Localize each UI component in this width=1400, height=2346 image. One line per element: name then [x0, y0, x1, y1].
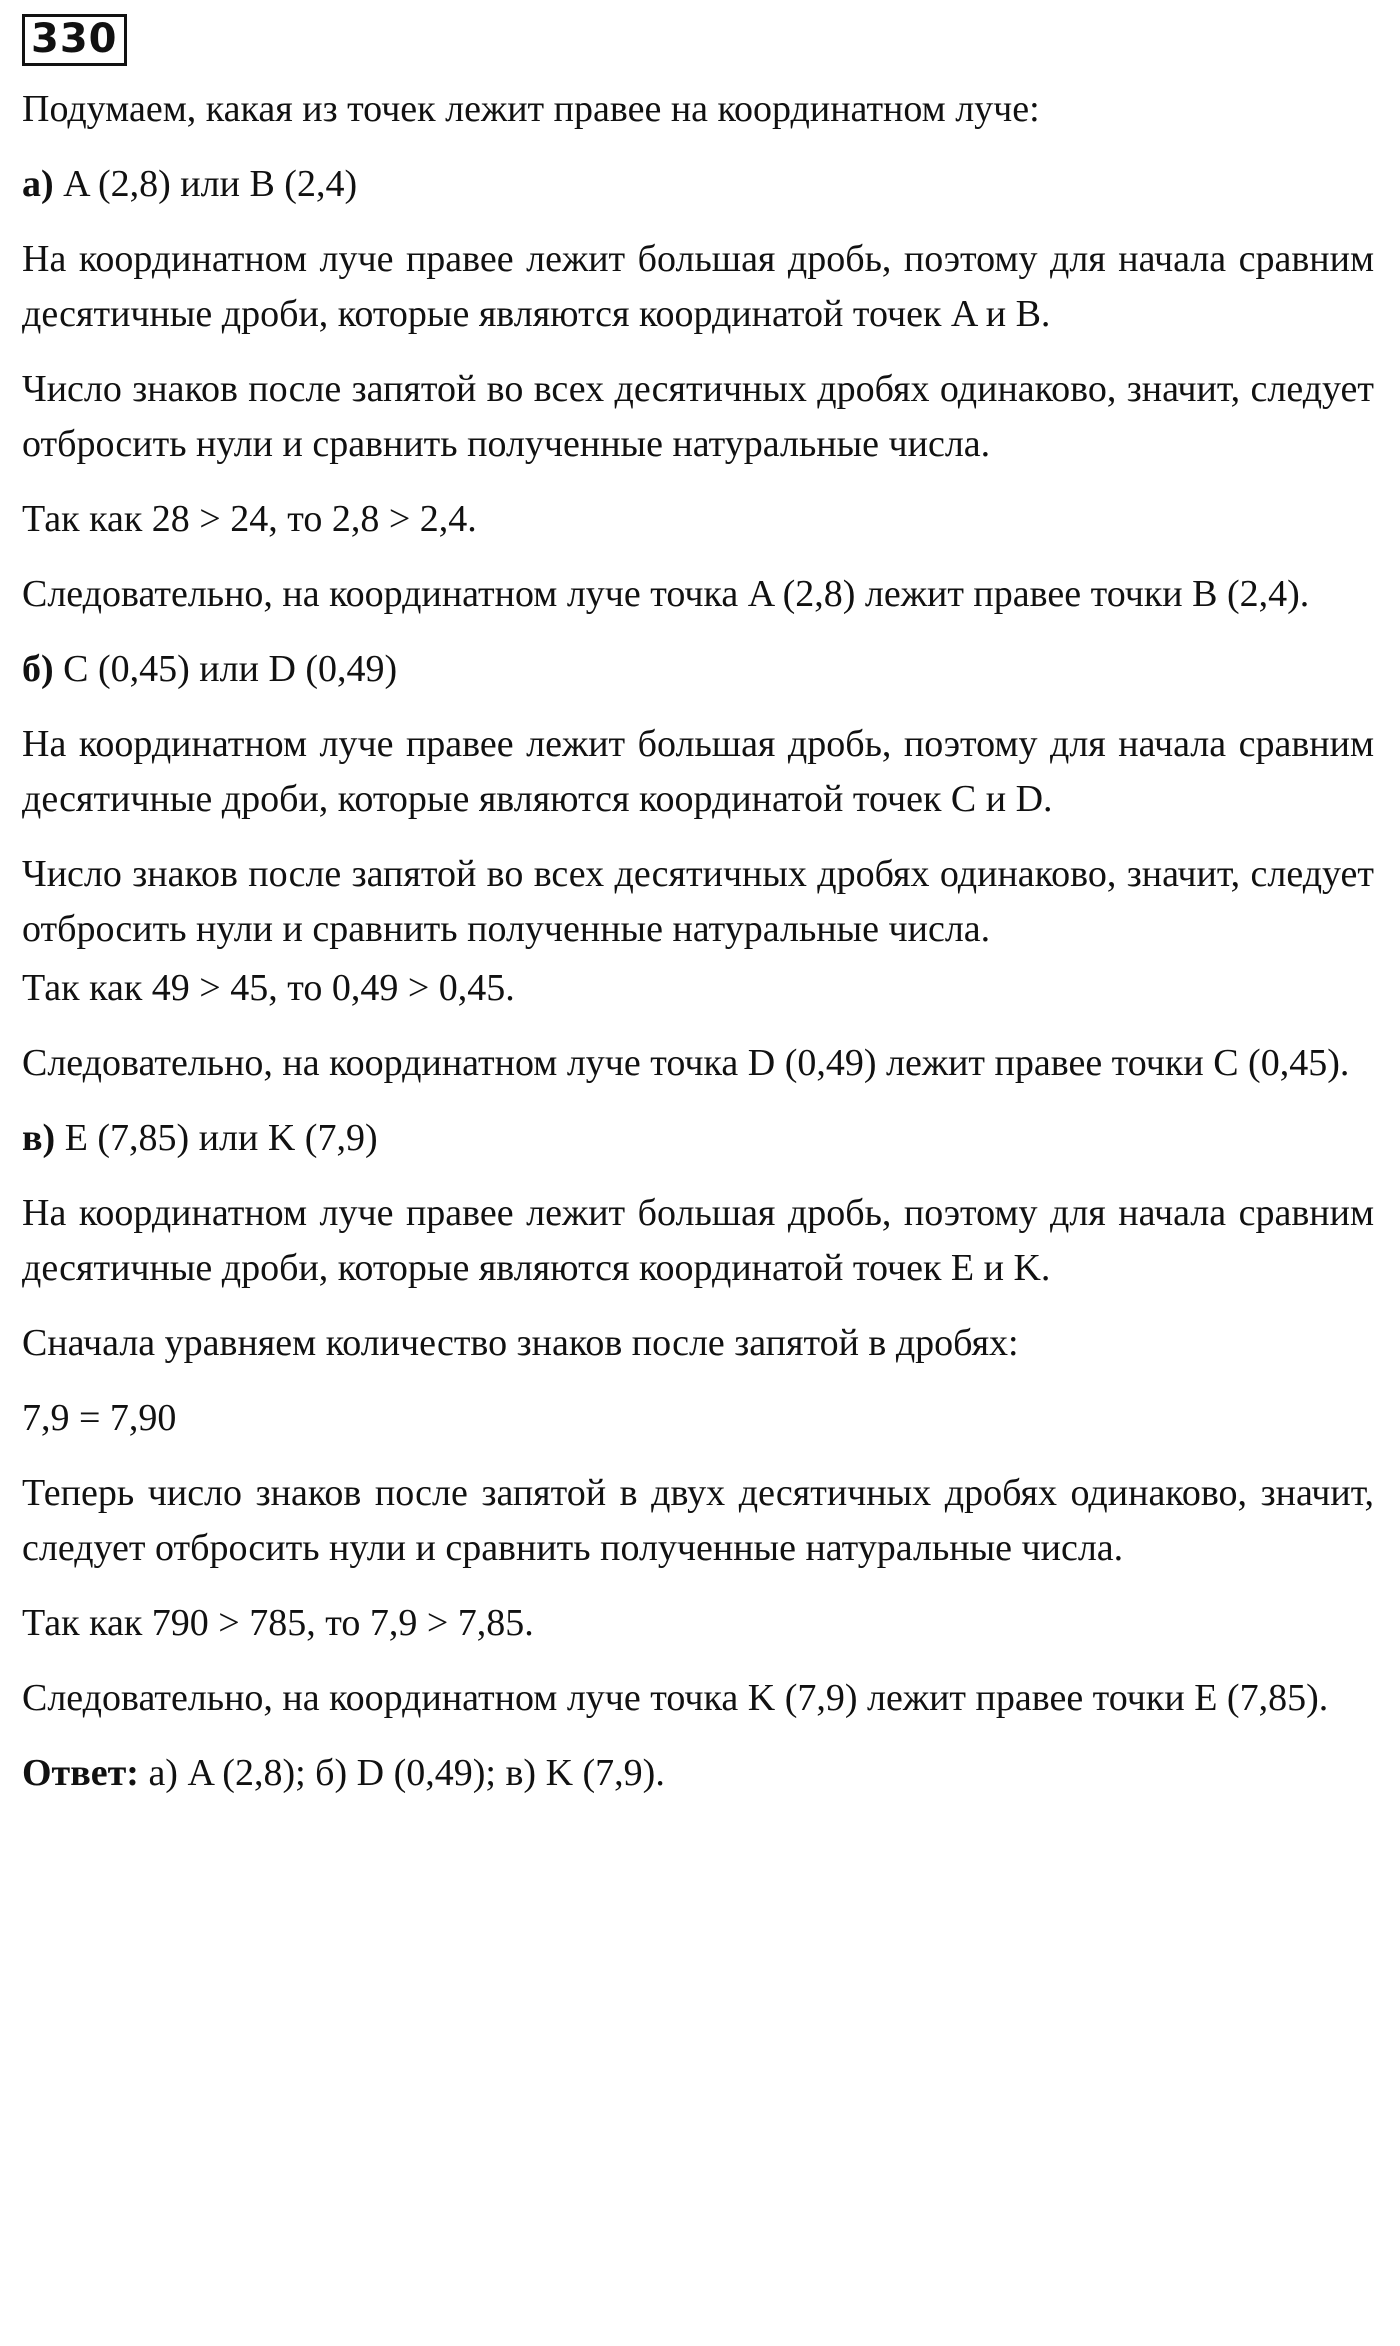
part-c-paragraph-3: 7,9 = 7,90 [22, 1397, 177, 1439]
part-c-paragraph-4: Теперь число знаков после запятой в двух десятичных дробях одинаково, значит, следует отбросить нули и сравнить полученные натуральные числа. [22, 1472, 1374, 1569]
part-a-heading-text: A (2,8) или B (2,4) [53, 163, 358, 205]
part-b-heading [22, 642, 1374, 697]
part-a-paragraph-1: На координатном луче правее лежит большая дробь, поэтому для начала сравним десятичные дроби, которые являются координатой точек A и B. [22, 238, 1374, 335]
answer-text: а) A (2,8); б) D (0,49); в) K (7,9). [138, 1752, 665, 1794]
part-c-paragraph-5: Так как 790 > 785, то 7,9 > 7,85. [22, 1602, 534, 1644]
part-b-paragraph-3: Так как 49 > 45, то 0,49 > 0,45. [22, 967, 515, 1009]
part-a-paragraph-4: Следовательно, на координатном луче точка A (2,8) лежит правее точки B (2,4). [22, 573, 1310, 615]
part-c-label: в) [22, 1117, 56, 1159]
part-b-paragraph-1: На координатном луче правее лежит большая дробь, поэтому для начала сравним десятичные дроби, которые являются координатой точек C и D. [22, 723, 1374, 820]
part-c-heading [22, 1111, 1374, 1166]
intro-text: Подумаем, какая из точек лежит правее на координатном луче: [22, 88, 1040, 130]
part-a-paragraph-2: Число знаков после запятой во всех десятичных дробях одинаково, значит, следует отбросить нули и сравнить полученные натуральные числа. [22, 368, 1374, 465]
part-b-paragraph-4: Следовательно, на координатном луче точка D (0,49) лежит правее точки C (0,45). [22, 1042, 1350, 1084]
part-a-paragraph-3: Так как 28 > 24, то 2,8 > 2,4. [22, 498, 477, 540]
part-a-heading [22, 157, 1374, 212]
part-c-paragraph-6: Следовательно, на координатном луче точка K (7,9) лежит правее точки E (7,85). [22, 1677, 1329, 1719]
part-c-paragraph-2: Сначала уравняем количество знаков после запятой в дробях: [22, 1322, 1019, 1364]
part-c-heading-text: E (7,85) или K (7,9) [55, 1117, 378, 1159]
part-b-heading-text: C (0,45) или D (0,49) [53, 648, 398, 690]
part-a-label: а) [22, 163, 54, 205]
part-c-paragraph-1: На координатном луче правее лежит большая дробь, поэтому для начала сравним десятичные дроби, которые являются координатой точек E и K. [22, 1192, 1374, 1289]
task-number-badge: 330 [22, 14, 127, 66]
part-b-paragraph-2: Число знаков после запятой во всех десятичных дробях одинаково, значит, следует отбросить нули и сравнить полученные натуральные числа. [22, 853, 1374, 950]
answer-label: Ответ: [22, 1752, 139, 1794]
part-b-label: б) [22, 648, 54, 690]
answer-line [22, 1746, 1374, 1801]
